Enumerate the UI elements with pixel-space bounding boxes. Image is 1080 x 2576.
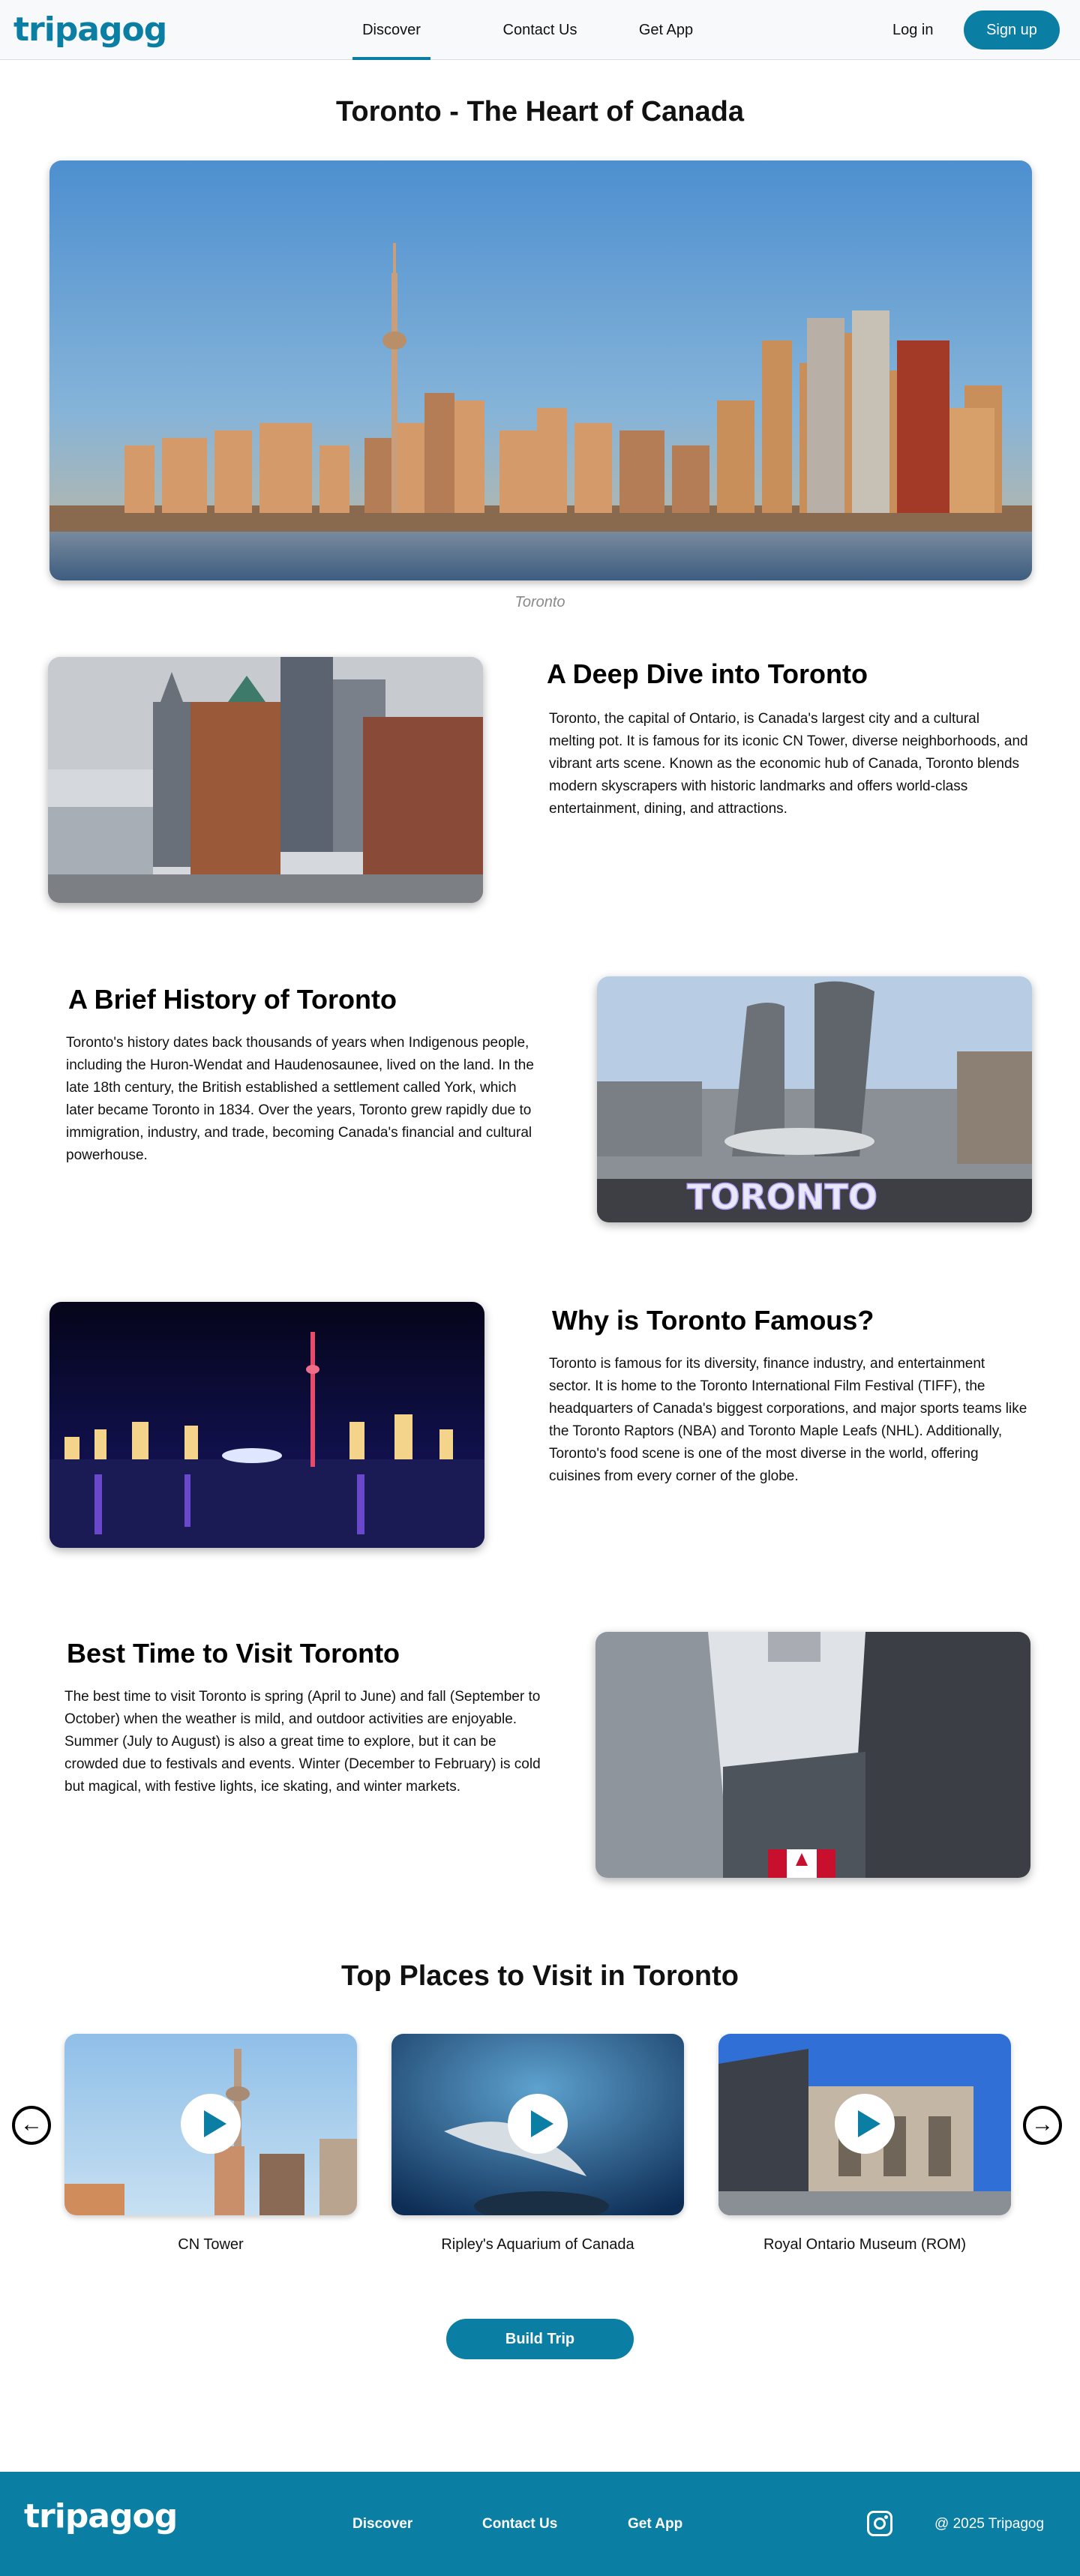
instagram-icon[interactable] xyxy=(867,2511,892,2536)
hero-caption: Toronto xyxy=(514,594,566,610)
logo-text: tripagog xyxy=(14,10,167,49)
section-image-best-time xyxy=(596,1632,1030,1878)
logo[interactable] xyxy=(14,6,166,54)
place-card-image-aquarium[interactable] xyxy=(392,2034,684,2215)
section-image-deep-dive xyxy=(48,657,483,903)
top-places-title: Top Places to Visit in Toronto xyxy=(341,1960,739,1992)
section-text-famous: Toronto is famous for its diversity, finance industry, and entertainment sector. It is home to the Toronto International Film Festival (TIFF), the headquarters of Canada's biggest corporations, and major sports teams like the Toronto Raptors (NBA) and Toronto Maple Leafs (NHL). Additionally, Toronto's food scene is one of the most diverse in the world, offering cuisines from every corner of the globe. xyxy=(549,1356,1028,1484)
footer-logo[interactable] xyxy=(24,2497,178,2536)
hero-image xyxy=(50,160,1032,580)
play-icon[interactable] xyxy=(835,2094,895,2154)
play-icon[interactable] xyxy=(508,2094,568,2154)
page-title: Toronto - The Heart of Canada xyxy=(336,96,744,127)
footer-link-contact-us[interactable]: Contact Us xyxy=(482,2516,558,2532)
section-text-deep-dive: Toronto, the capital of Ontario, is Canada's largest city and a cultural melting pot. It is famous for its iconic CN Tower, diverse neighborhoods, and vibrant arts scene. Known as the economic hub of Canada, Toronto blends modern skyscrapers with historic landmarks and offers world-class entertainment, dining, and attractions. xyxy=(549,711,1028,817)
section-image-history xyxy=(597,976,1032,1222)
section-title-history: A Brief History of Toronto xyxy=(68,984,397,1015)
signup-button[interactable]: Sign up xyxy=(964,10,1060,49)
build-trip-button[interactable]: Build Trip xyxy=(446,2319,634,2359)
section-title-deep-dive: A Deep Dive into Toronto xyxy=(547,658,868,689)
section-title-best-time: Best Time to Visit Toronto xyxy=(67,1638,400,1669)
footer-copyright: @ 2025 Tripagog xyxy=(934,2516,1045,2532)
section-text-history: Toronto's history dates back thousands of years when Indigenous people, including the Huron-Wendat and Haudenosaunee, lived on the land. In the late 18th century, the British established a settlement called York, which later became Toronto in 1834. Over the years, Toronto grew rapidly due to immigration, industry, and trade, becoming Canada's financial and cultural powerhouse. xyxy=(66,1035,534,1163)
nav-discover[interactable]: Discover xyxy=(352,0,430,60)
login-link[interactable]: Log in xyxy=(892,22,934,38)
site-header xyxy=(0,0,1080,60)
carousel-next-button[interactable]: → xyxy=(1023,2106,1062,2145)
place-card-image-cn-tower[interactable] xyxy=(64,2034,357,2215)
nav-contact-us[interactable]: Contact Us xyxy=(502,22,578,38)
toronto-sign-text: TORONTO xyxy=(687,1177,878,1217)
section-text-best-time: The best time to visit Toronto is spring (April to June) and fall (September to October) when the weather is mild, and outdoor activities are enjoyable. Summer (July to August) is also a great time to explore, but it can be crowded due to festivals and events. Winter (December to February) is cold but magical, with festive lights, ice skating, and winter markets. xyxy=(64,1689,541,1795)
play-icon[interactable] xyxy=(181,2094,241,2154)
place-label-aquarium[interactable]: Ripley's Aquarium of Canada xyxy=(441,2236,634,2253)
footer-logo-text: tripagog xyxy=(24,2497,178,2536)
carousel-prev-button[interactable]: ← xyxy=(12,2106,51,2145)
place-label-cn-tower[interactable]: CN Tower xyxy=(178,2236,244,2253)
place-card-image-rom[interactable] xyxy=(718,2034,1011,2215)
footer-link-get-app[interactable]: Get App xyxy=(628,2516,683,2532)
place-label-rom[interactable]: Royal Ontario Museum (ROM) xyxy=(763,2236,967,2253)
nav-get-app[interactable]: Get App xyxy=(638,22,694,38)
site-footer xyxy=(0,2472,1080,2576)
section-title-famous: Why is Toronto Famous? xyxy=(552,1305,874,1336)
footer-link-discover[interactable]: Discover xyxy=(352,2516,413,2532)
section-image-famous xyxy=(50,1302,484,1548)
